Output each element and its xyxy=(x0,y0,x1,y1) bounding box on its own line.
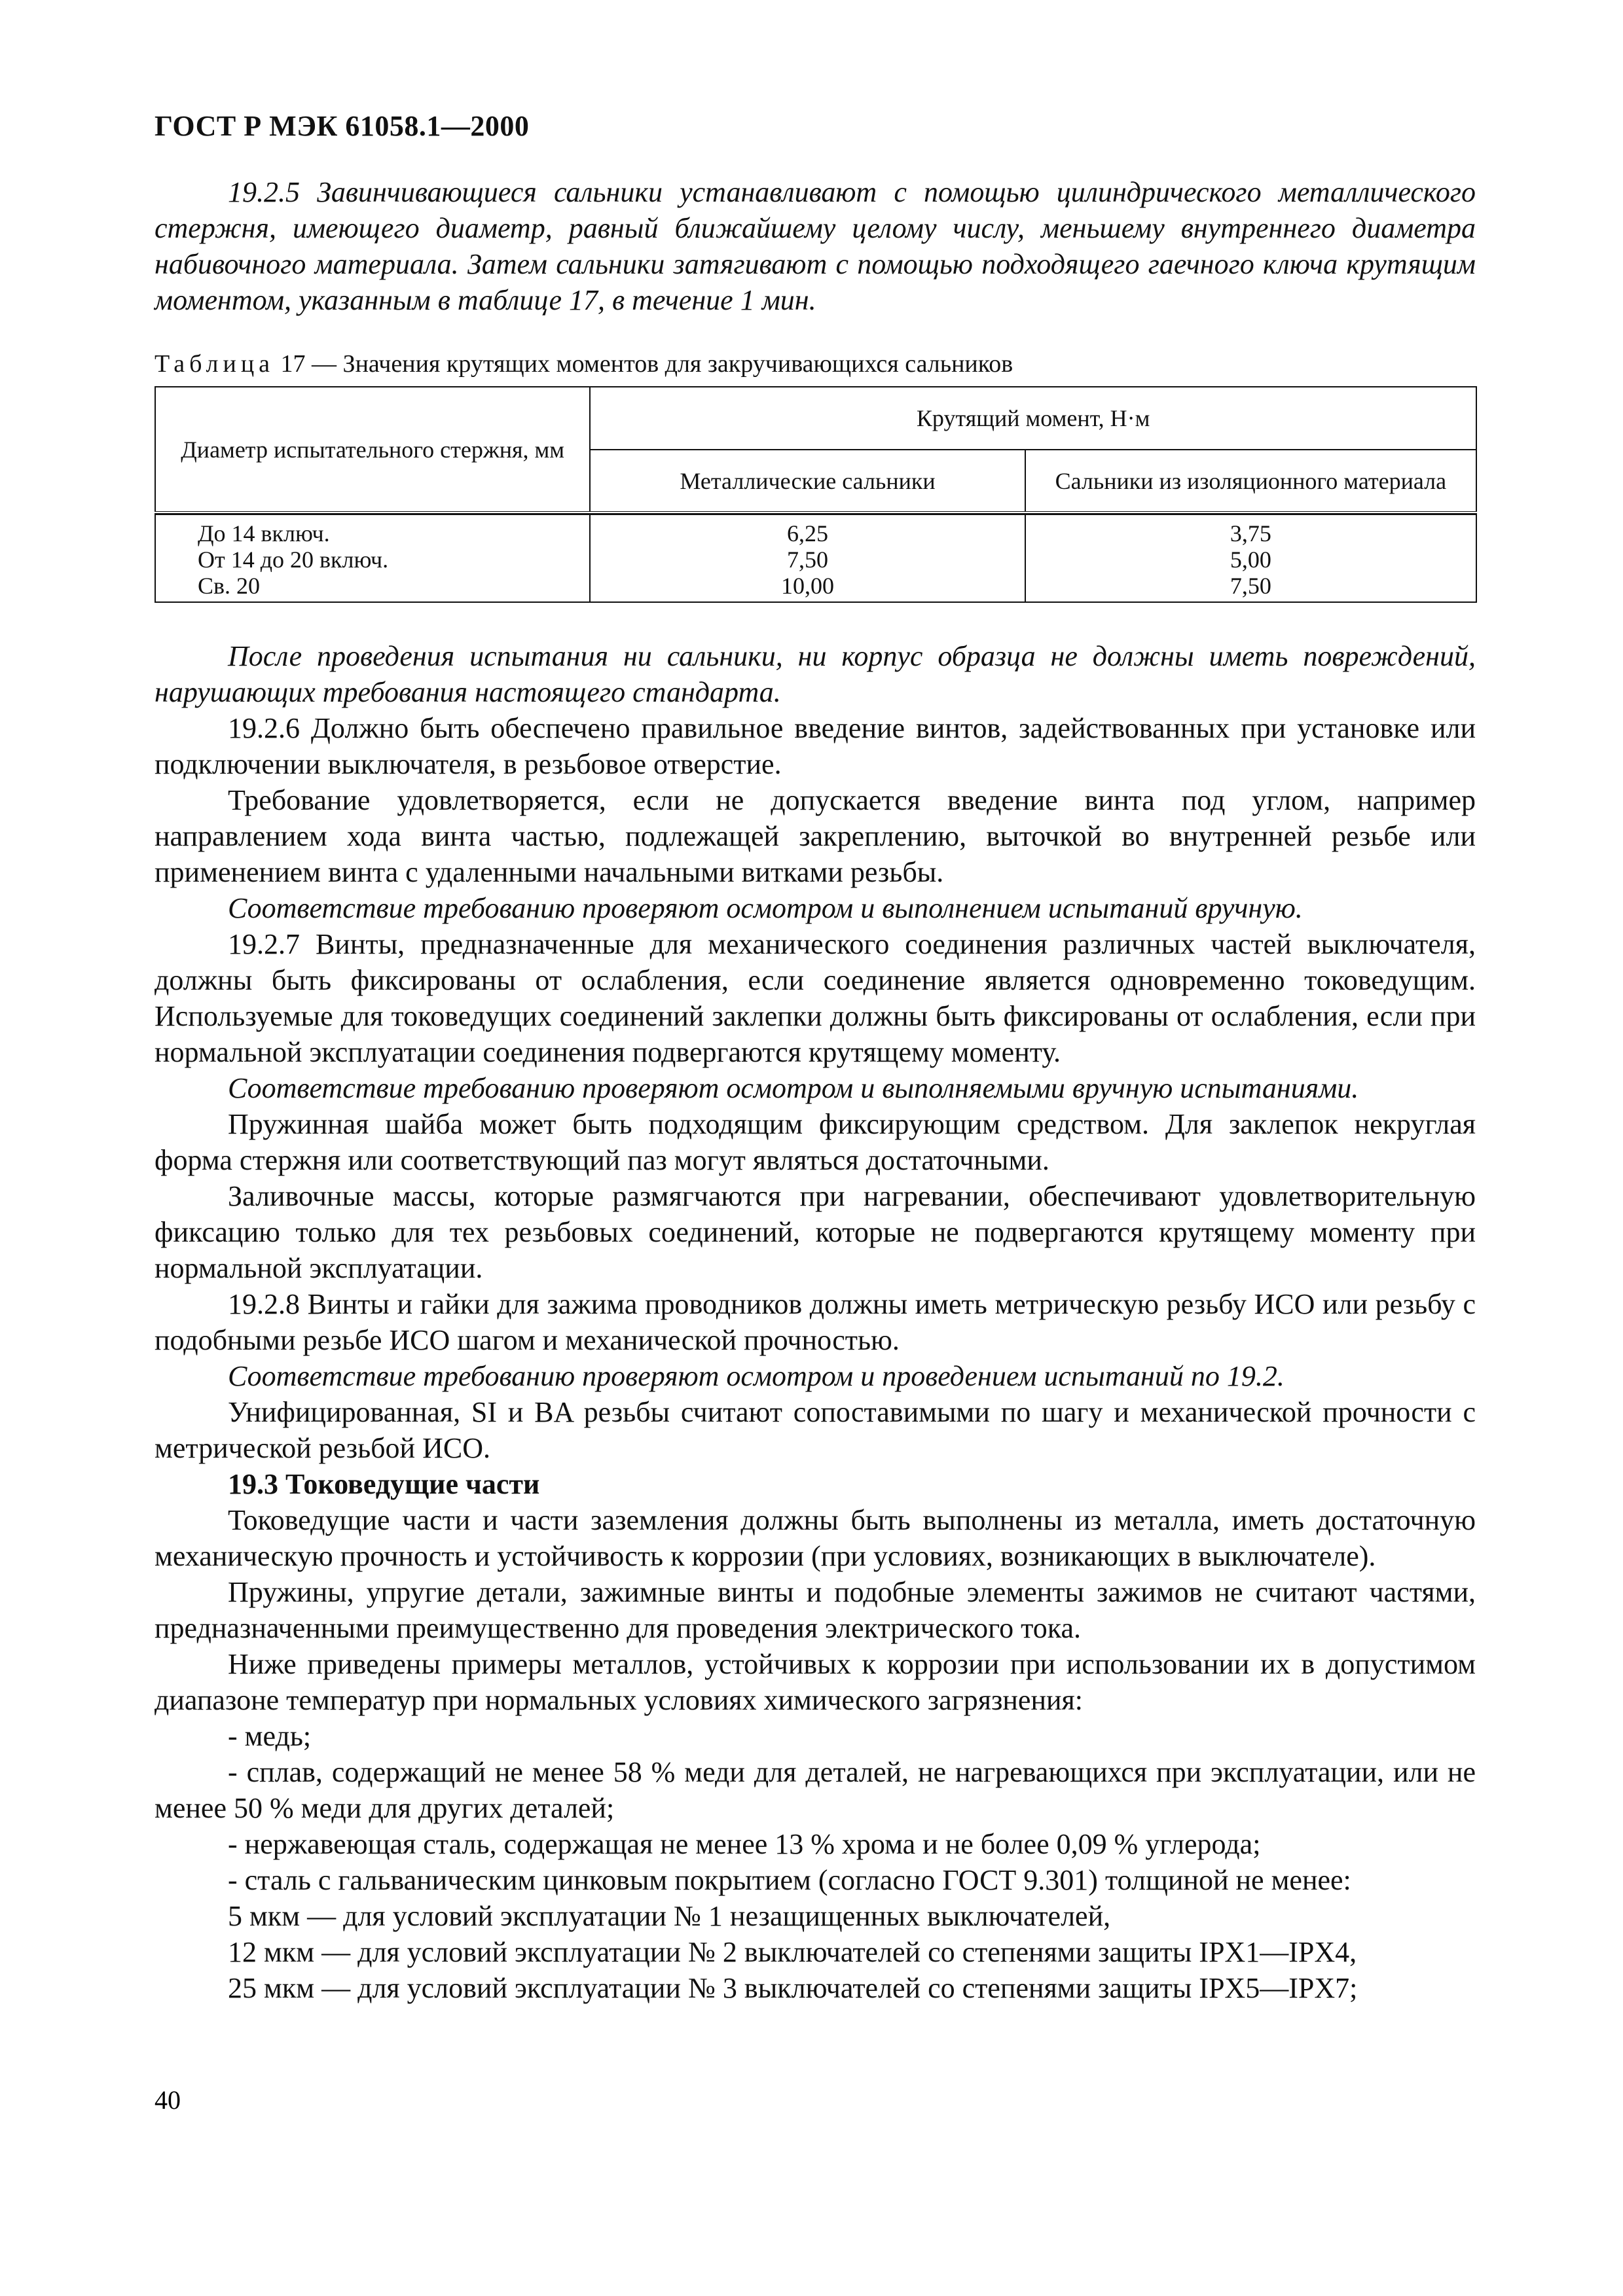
col-header-metal: Металлические сальники xyxy=(590,450,1025,512)
list-item: - сталь с гальваническим цинковым покрытием (согласно ГОСТ 9.301) толщиной не менее: xyxy=(228,1864,1351,1896)
table-caption-label: Таблица xyxy=(155,350,275,378)
page-number: 40 xyxy=(155,2085,181,2115)
col-header-diameter: Диаметр испытательного стержня, мм xyxy=(155,387,590,512)
document-header: ГОСТ Р МЭК 61058.1—2000 xyxy=(155,110,530,142)
paragraph-requirement: Требование удовлетворяется, если не допускается введение винта под углом, например направлением хода винта частью, подлежащей закреплению, выточкой во внутренней резьбе или применением винта с удаленными начальными витками резьбы. xyxy=(155,784,1476,888)
table-cell-insulating: 7,50 xyxy=(1230,573,1271,599)
paragraph-metals-intro: Ниже приведены примеры металлов, устойчивых к коррозии при использовании их в допустимом диапазоне температур при нормальных условиях химического загрязнения: xyxy=(155,1648,1476,1716)
table-caption-text: 17 — Значения крутящих моментов для закручивающихся сальников xyxy=(274,350,1013,378)
table-cell-diameter: Св. 20 xyxy=(198,573,261,599)
paragraph-19-2-7: 19.2.7 Винты, предназначенные для механического соединения различных частей выключателя, должны быть фиксированы от ослабления, если соединение является одновременно токоведущим. Используемые для токоведущих соединений заклепки должны быть фиксированы от ослабления, если при нормальной эксплуатации соединения подвергаются крутящему моменту. xyxy=(155,928,1476,1068)
list-item: - нержавеющая сталь, содержащая не менее 13 % хрома и не более 0,09 % углерода; xyxy=(228,1828,1261,1860)
paragraph-current-carrying: Токоведущие части и части заземления должны быть выполнены из металла, иметь достаточную механическую прочность и устойчивость к коррозии (при условиях, возникающих в выключателе). xyxy=(155,1504,1476,1572)
col-header-torque-group: Крутящий момент, Н·м xyxy=(590,387,1476,450)
table-cell-diameter: От 14 до 20 включ. xyxy=(198,547,389,573)
table-cell-diameter: До 14 включ. xyxy=(198,520,330,547)
paragraph-sealing-compounds: Заливочные массы, которые размягчаются при нагревании, обеспечивают удовлетворительную фиксацию только для тех резьбовых соединений, которые не подвергаются крутящему моменту при нормальной эксплуатации. xyxy=(155,1180,1476,1284)
col-header-insulating: Сальники из изоляционного материала xyxy=(1025,450,1476,512)
paragraph-19-2-5: 19.2.5 Завинчивающиеся сальники устанавливают с помощью цилиндрического металлического стержня, имеющего диаметр, равный ближайшему целому числу, меньшему внутреннего диаметра набивочного материала. Затем сальники затягивают с помощью подходящего гаечного ключа крутящим моментом, указанным в таблице 17, в течение 1 мин. xyxy=(155,176,1476,316)
torque-table xyxy=(155,386,1477,603)
list-item: 5 мкм — для условий эксплуатации № 1 незащищенных выключателей, xyxy=(228,1900,1111,1932)
list-item: 12 мкм — для условий эксплуатации № 2 выключателей со степенями защиты IPX1—IPX4, xyxy=(228,1936,1357,1968)
paragraph-19-2-6: 19.2.6 Должно быть обеспечено правильное введение винтов, задействованных при установке или подключении выключателя, в резьбовое отверстие. xyxy=(155,712,1476,780)
list-item: - сплав, содержащий не менее 58 % меди для деталей, не нагревающихся при эксплуатации, или не менее 50 % меди для других деталей; xyxy=(155,1756,1476,1824)
section-heading-19-3: 19.3 Токоведущие части xyxy=(228,1468,540,1500)
table-cell-metal: 7,50 xyxy=(787,547,829,573)
paragraph-compliance: Соответствие требованию проверяют осмотром и выполнением испытаний вручную. xyxy=(228,892,1303,924)
paragraph-after-test: После проведения испытания ни сальники, ни корпус образца не должны иметь повреждений, нарушающих требования настоящего стандарта. xyxy=(155,640,1476,708)
table-cell-metal: 10,00 xyxy=(781,573,835,599)
paragraph-spring-washer: Пружинная шайба может быть подходящим фиксирующим средством. Для заклепок некруглая форма стержня или соответствующий паз могут являться достаточными. xyxy=(155,1108,1476,1176)
list-item: 25 мкм — для условий эксплуатации № 3 выключателей со степенями защиты IPX5—IPX7; xyxy=(228,1972,1358,2004)
document-page xyxy=(155,108,1476,2006)
table-cell-insulating: 5,00 xyxy=(1230,547,1271,573)
table-caption xyxy=(155,348,1476,380)
metals-list xyxy=(155,1718,1476,2006)
paragraph-compliance: Соответствие требованию проверяют осмотром и выполняемыми вручную испытаниями. xyxy=(228,1072,1359,1104)
list-item: - медь; xyxy=(228,1720,312,1752)
table-body xyxy=(155,514,1476,602)
paragraph-19-2-8: 19.2.8 Винты и гайки для зажима проводников должны иметь метрическую резьбу ИСО или резьбу с подобными резьбе ИСО шагом и механической прочностью. xyxy=(155,1288,1476,1356)
paragraph-compliance: Соответствие требованию проверяют осмотром и проведением испытаний по 19.2. xyxy=(228,1360,1285,1392)
table-cell-metal: 6,25 xyxy=(787,520,829,547)
paragraph-springs: Пружины, упругие детали, зажимные винты и подобные элементы зажимов не считают частями, предназначенными преимущественно для проведения электрического тока. xyxy=(155,1576,1476,1644)
paragraph-thread-types: Унифицированная, SI и BA резьбы считают сопоставимыми по шагу и механической прочности с метрической резьбой ИСО. xyxy=(155,1396,1476,1464)
table-cell-insulating: 3,75 xyxy=(1230,520,1271,547)
